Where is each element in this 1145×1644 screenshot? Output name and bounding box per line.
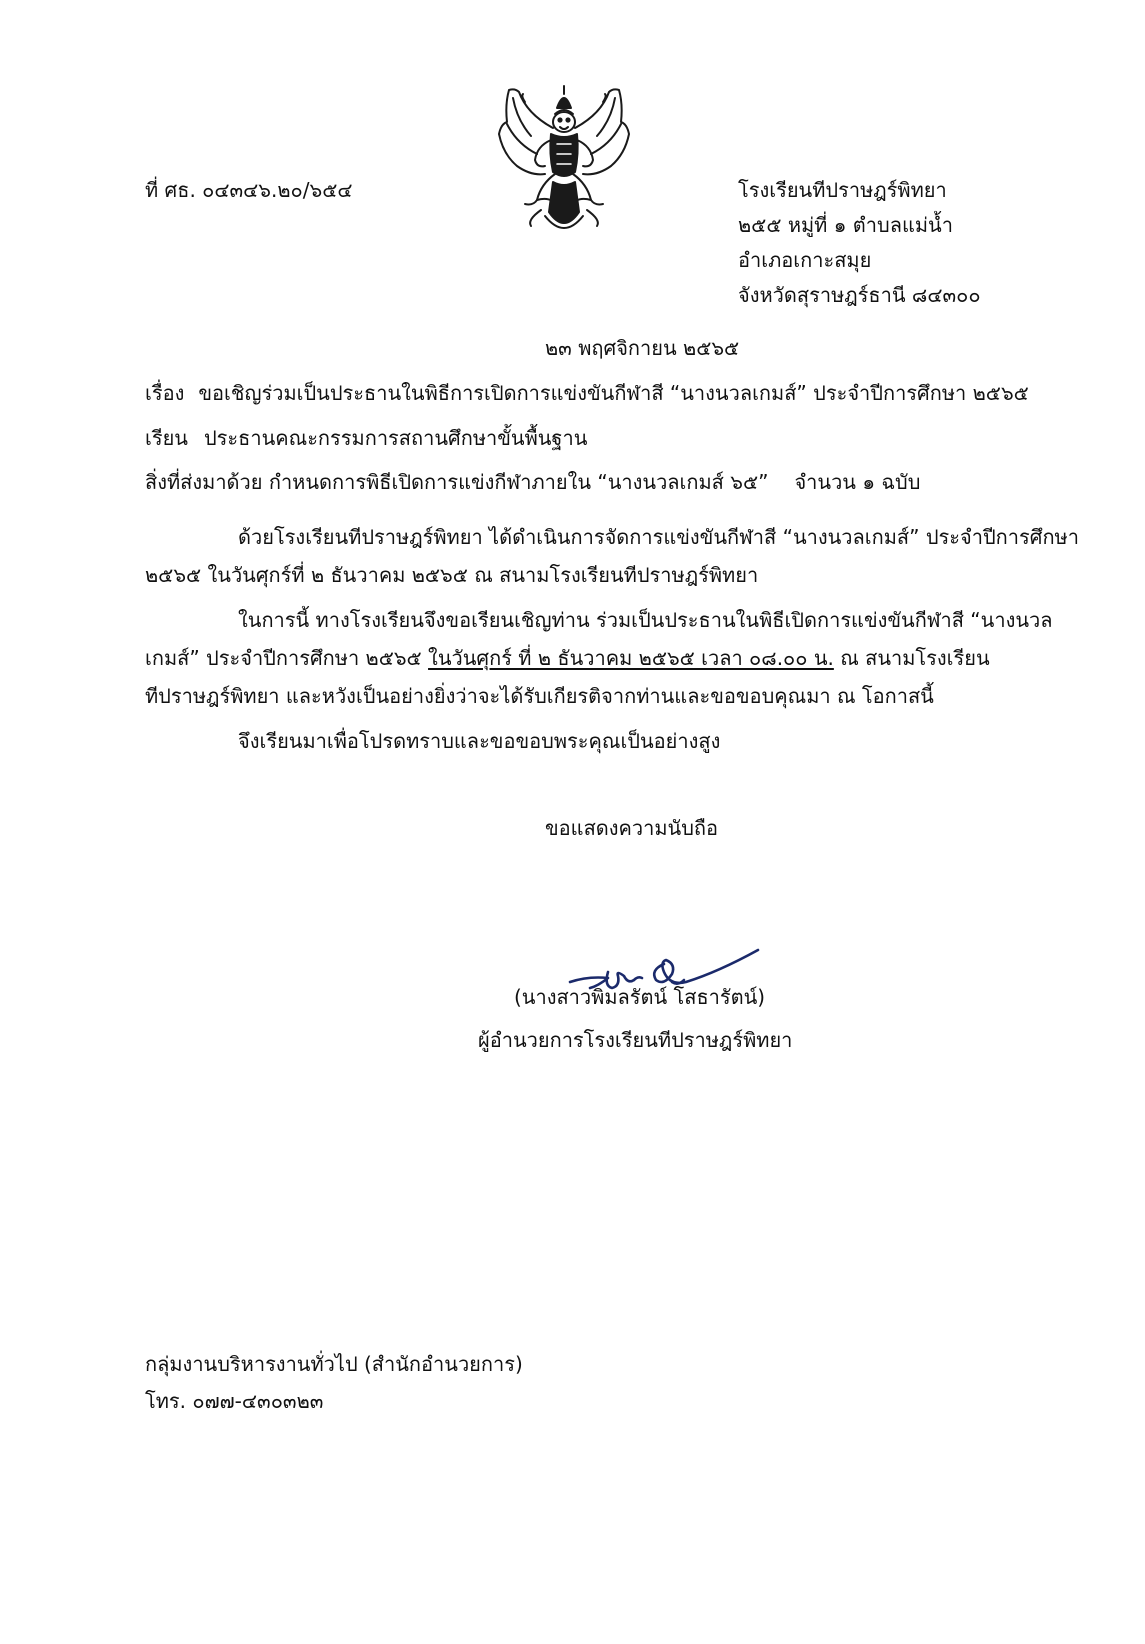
sender-address-line-3: จังหวัดสุราษฎร์ธานี ๘๔๓๐๐	[738, 283, 981, 307]
footer-phone: โทร. ๐๗๗-๔๓๐๓๒๓	[145, 1389, 324, 1413]
closing-salutation: ขอแสดงความนับถือ	[545, 816, 719, 840]
body-paragraph-3: จึงเรียนมาเพื่อโปรดทราบและขอขอบพระคุณเป็นอย่างสูง	[238, 729, 721, 753]
signatory-name: (นางสาวพิมลรัตน์ โสธารัตน์)	[514, 985, 766, 1009]
enclosure-label: สิ่งที่ส่งมาด้วย	[145, 470, 263, 494]
subject-line	[145, 383, 1029, 403]
sender-school-name: โรงเรียนทีปราษฎร์พิทยา	[738, 178, 947, 202]
subject-text: ขอเชิญร่วมเป็นประธานในพิธีการเปิดการแข่งขันกีฬาสี “นางนวลเกมส์” ประจำปีการศึกษา ๒๕๖๕	[198, 381, 1029, 405]
sender-address-line-1: ๒๕๕ หมู่ที่ ๑ ตำบลแม่น้ำ	[738, 213, 953, 237]
subject-label: เรื่อง	[145, 381, 185, 405]
enclosure-line	[145, 472, 920, 492]
body-paragraph-1-line-1: ด้วยโรงเรียนทีปราษฎร์พิทยา ได้ดำเนินการจัดการแข่งขันกีฬาสี “นางนวลเกมส์” ประจำปีการศึกษา	[238, 525, 1079, 549]
sender-address-line-2: อำเภอเกาะสมุย	[738, 248, 872, 272]
enclosure-text: กำหนดการพิธีเปิดการแข่งกีฬาภายใน “นางนวลเกมส์ ๖๕”	[268, 470, 769, 494]
enclosure-count: จำนวน ๑ ฉบับ	[794, 470, 921, 494]
body-paragraph-2-line-2	[145, 648, 990, 668]
event-datetime-underlined: ในวันศุกร์ ที่ ๒ ธันวาคม ๒๕๖๕ เวลา ๐๘.๐๐ น.	[428, 646, 834, 670]
signatory-position: ผู้อำนวยการโรงเรียนทีปราษฎร์พิทยา	[478, 1028, 793, 1052]
letter-date: ๒๓ พฤศจิกายน ๒๕๖๕	[545, 336, 740, 360]
footer-department: กลุ่มงานบริหารงานทั่วไป (สำนักอำนวยการ)	[145, 1352, 523, 1376]
reference-number: ที่ ศธ. ๐๔๓๔๖.๒๐/๖๕๔	[145, 178, 353, 202]
body-paragraph-2-line-1: ในการนี้ ทางโรงเรียนจึงขอเรียนเชิญท่าน ร่วมเป็นประธานในพิธีเปิดการแข่งขันกีฬาสี “นางนวล	[238, 608, 1053, 632]
body-paragraph-2-line-2-start: เกมส์” ประจำปีการศึกษา ๒๕๖๕	[145, 646, 429, 670]
body-paragraph-2-line-2-end: ณ สนามโรงเรียน	[833, 646, 990, 670]
recipient-label: เรียน	[145, 426, 188, 450]
garuda-emblem-icon	[497, 84, 632, 239]
body-paragraph-1-line-2: ๒๕๖๕ ในวันศุกร์ที่ ๒ ธันวาคม ๒๕๖๕ ณ สนามโรงเรียนทีปราษฎร์พิทยา	[145, 563, 759, 587]
recipient-text: ประธานคณะกรรมการสถานศึกษาขั้นพื้นฐาน	[203, 426, 588, 450]
recipient-line	[145, 428, 587, 448]
body-paragraph-2-line-3: ทีปราษฎร์พิทยา และหวังเป็นอย่างยิ่งว่าจะได้รับเกียรติจากท่านและขอขอบคุณมา ณ โอกาสนี้	[145, 684, 934, 708]
